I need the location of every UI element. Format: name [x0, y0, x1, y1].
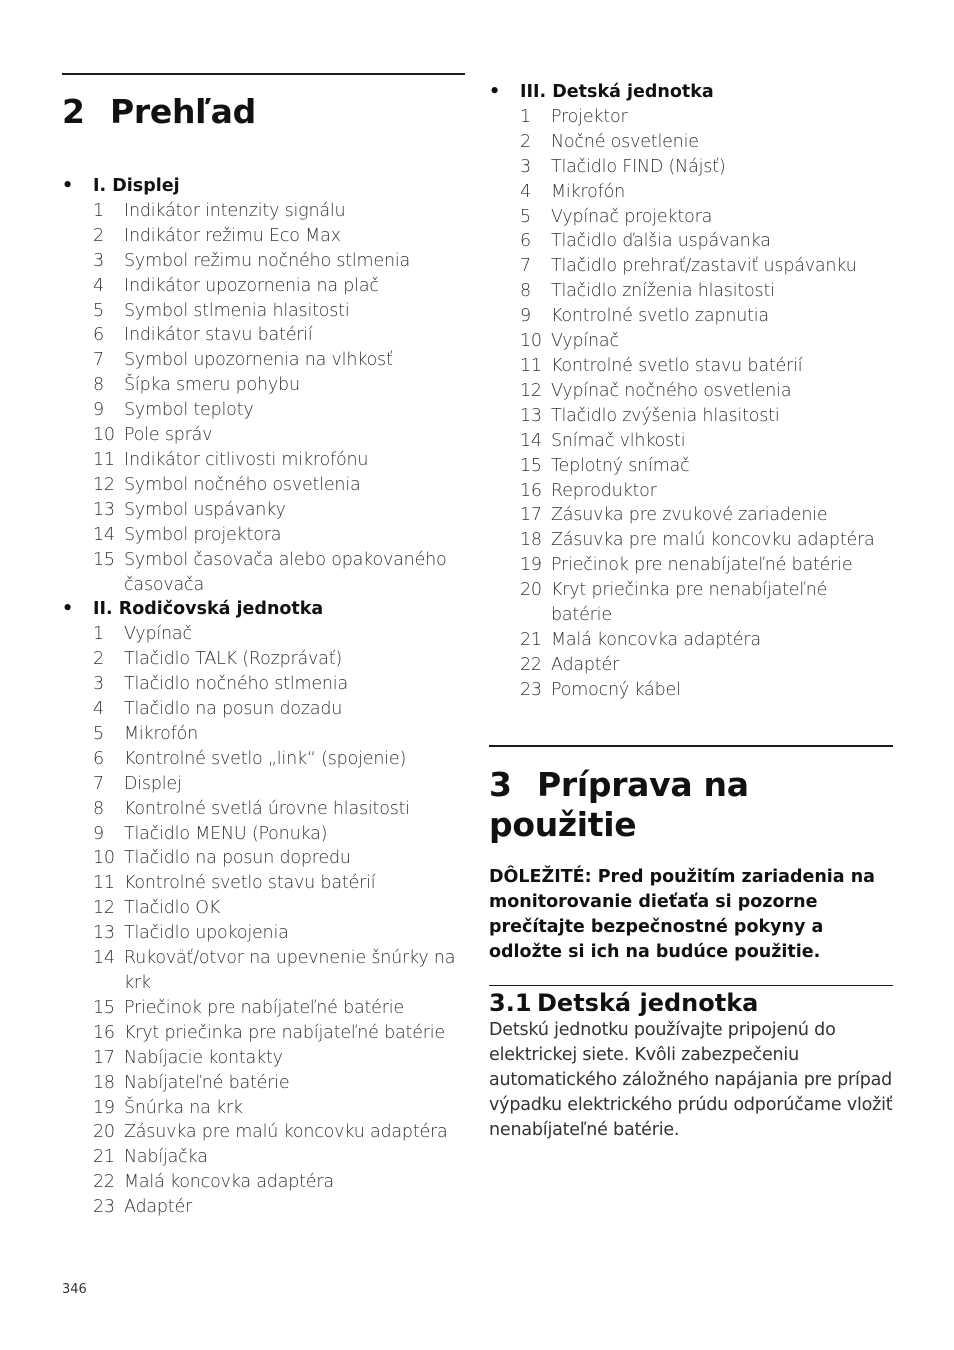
- list-item: [62, 323, 465, 348]
- item-text: Symbol teploty: [124, 400, 254, 421]
- item-text: Priečinok pre nenabíjateľné batérie: [551, 555, 853, 576]
- item-text: Kontrolné svetlo stavu batérií: [551, 355, 803, 376]
- item-number: 2: [520, 131, 531, 152]
- item-number: 17: [93, 1047, 115, 1068]
- item-text: Displej: [124, 773, 182, 794]
- item-number: 2: [93, 649, 104, 670]
- list-item: [62, 697, 465, 722]
- item-number: 19: [520, 555, 542, 576]
- list-item: [62, 1145, 465, 1170]
- list-item: [62, 797, 465, 822]
- item-text: Mikrofón: [551, 181, 625, 202]
- list-item: [62, 871, 465, 896]
- list-item: [489, 653, 893, 678]
- section-3-1-heading: [489, 988, 893, 1018]
- item-number: 18: [520, 530, 542, 551]
- item-number: 6: [520, 231, 531, 252]
- bullet-icon: •: [489, 82, 501, 102]
- item-text: Vypínač: [551, 331, 619, 352]
- list-item: [62, 747, 465, 772]
- section-displej-list: [62, 174, 465, 597]
- item-number: 11: [93, 873, 115, 894]
- item-text: Adaptér: [124, 1197, 193, 1218]
- item-text: Nabíjateľné batérie: [124, 1072, 290, 1093]
- item-number: 22: [520, 654, 542, 675]
- item-text: Tlačidlo upokojenia: [124, 923, 289, 944]
- list-item: [62, 647, 465, 672]
- left-column: [62, 73, 465, 1220]
- item-number: 6: [93, 748, 104, 769]
- item-number: 14: [93, 524, 115, 545]
- list-item: [62, 348, 465, 373]
- item-number: 23: [520, 679, 542, 700]
- item-text: Vypínač: [124, 624, 192, 645]
- item-text: Malá koncovka adaptéra: [124, 1172, 334, 1193]
- item-number: 9: [520, 306, 531, 327]
- item-number: 22: [93, 1172, 115, 1193]
- list-item: [62, 846, 465, 871]
- item-text: Tlačidlo na posun dozadu: [124, 699, 343, 720]
- item-text: Tlačidlo MENU (Ponuka): [124, 823, 328, 844]
- item-number: 16: [520, 480, 542, 501]
- item-number: 3: [93, 250, 104, 271]
- list-item: [62, 1195, 465, 1220]
- list-item: [489, 578, 893, 628]
- item-text: Kryt priečinka pre nenabíjateľné batérie: [551, 580, 828, 626]
- item-number: 12: [520, 380, 542, 401]
- list-item: [62, 473, 465, 498]
- item-number: 19: [93, 1097, 115, 1118]
- list-item: [489, 229, 893, 254]
- list-item: [62, 199, 465, 224]
- bullet-icon: •: [62, 599, 74, 620]
- list-item: [489, 180, 893, 205]
- item-number: 10: [93, 848, 115, 869]
- item-number: 17: [520, 505, 542, 526]
- item-number: 9: [93, 823, 104, 844]
- item-number: 16: [93, 1022, 115, 1043]
- item-text: Vypínač projektora: [551, 206, 713, 227]
- list-item: [62, 1170, 465, 1195]
- list-item: [62, 622, 465, 647]
- list-item: [489, 155, 893, 180]
- list-item: [489, 329, 893, 354]
- section-heading-label: III. Detská jednotka: [520, 82, 714, 102]
- chapter-2-number: 2: [62, 92, 85, 131]
- item-number: 4: [93, 275, 104, 296]
- item-text: Kontrolné svetlo „link“ (spojenie): [124, 748, 407, 769]
- item-text: Zásuvka pre malú koncovku adaptéra: [124, 1122, 448, 1143]
- item-text: Tlačidlo nočného stlmenia: [124, 674, 348, 695]
- section-heading: [62, 174, 465, 199]
- list-item: [62, 896, 465, 921]
- list-item: [62, 1120, 465, 1145]
- section-detska-list: [489, 80, 893, 703]
- item-number: 3: [520, 156, 531, 177]
- section-3-1-number: 3.1: [489, 988, 532, 1017]
- item-text: Symbol stlmenia hlasitosti: [124, 300, 350, 321]
- list-item: [489, 429, 893, 454]
- list-item: [62, 996, 465, 1021]
- list-item: [489, 354, 893, 379]
- item-number: 5: [93, 723, 104, 744]
- item-number: 4: [93, 699, 104, 720]
- item-number: 15: [520, 455, 542, 476]
- item-text: Indikátor intenzity signálu: [124, 200, 346, 221]
- list-item: [62, 1071, 465, 1096]
- item-text: Symbol uspávanky: [124, 499, 286, 520]
- list-item: [62, 722, 465, 747]
- chapter-2-rule: [62, 73, 465, 75]
- item-text: Mikrofón: [124, 723, 198, 744]
- item-number: 7: [520, 256, 531, 277]
- list-item: [62, 274, 465, 299]
- item-number: 18: [93, 1072, 115, 1093]
- item-text: Tlačidlo OK: [124, 898, 221, 919]
- page-number: 346: [62, 1282, 87, 1297]
- item-text: Kontrolné svetlo zapnutia: [551, 306, 769, 327]
- item-number: 3: [93, 674, 104, 695]
- list-item: [489, 678, 893, 703]
- list-item: [62, 523, 465, 548]
- item-text: Indikátor stavu batérií: [124, 325, 313, 346]
- item-text: Kontrolné svetlo stavu batérií: [124, 873, 376, 894]
- item-text: Nabíjacie kontakty: [124, 1047, 283, 1068]
- list-item: [489, 404, 893, 429]
- item-text: Kryt priečinka pre nabíjateľné batérie: [124, 1022, 445, 1043]
- list-item: [62, 224, 465, 249]
- list-item: [62, 672, 465, 697]
- list-item: [489, 454, 893, 479]
- list-item: [489, 479, 893, 504]
- item-text: Symbol upozornenia na vlhkosť: [124, 350, 393, 371]
- item-number: 20: [93, 1122, 115, 1143]
- item-number: 13: [93, 499, 115, 520]
- item-text: Tlačidlo zníženia hlasitosti: [551, 281, 775, 302]
- chapter-3-title: Príprava na použitie: [489, 764, 749, 844]
- section-heading: [489, 80, 893, 105]
- item-text: Snímač vlhkosti: [551, 430, 686, 451]
- item-number: 8: [520, 281, 531, 302]
- list-item: [62, 1021, 465, 1046]
- list-item: [62, 373, 465, 398]
- item-number: 6: [93, 325, 104, 346]
- chapter-2-heading: [62, 92, 465, 132]
- list-item: [62, 946, 465, 996]
- list-item: [489, 628, 893, 653]
- list-item: [62, 299, 465, 324]
- section-rodicovska-list: [62, 597, 465, 1220]
- item-text: Symbol nočného osvetlenia: [124, 474, 361, 495]
- chapter-3-rule: [489, 745, 893, 747]
- item-number: 4: [520, 181, 531, 202]
- list-item: [62, 423, 465, 448]
- item-number: 7: [93, 350, 104, 371]
- item-number: 7: [93, 773, 104, 794]
- item-text: Kontrolné svetlá úrovne hlasitosti: [124, 798, 410, 819]
- item-number: 12: [93, 474, 115, 495]
- item-number: 5: [93, 300, 104, 321]
- item-number: 10: [93, 425, 115, 446]
- list-item: [62, 498, 465, 523]
- item-number: 13: [93, 923, 115, 944]
- list-item: [489, 205, 893, 230]
- item-number: 1: [520, 106, 531, 127]
- list-item: [489, 130, 893, 155]
- list-item: [489, 254, 893, 279]
- item-text: Projektor: [551, 106, 628, 127]
- item-number: 23: [93, 1197, 115, 1218]
- item-number: 13: [520, 405, 542, 426]
- item-number: 15: [93, 997, 115, 1018]
- list-item: [489, 379, 893, 404]
- item-number: 5: [520, 206, 531, 227]
- section-3-1-body: Detskú jednotku používajte pripojenú do elektrickej siete. Kvôli zabezpečeniu automatického záložného napájania pre prípad výpadku elektrického prúdu odporúčame vložiť nenabíjateľné batérie.: [489, 1019, 893, 1140]
- item-text: Symbol režimu nočného stlmenia: [124, 250, 411, 271]
- item-text: Tlačidlo TALK (Rozprávať): [124, 649, 342, 670]
- item-text: Teplotný snímač: [551, 455, 690, 476]
- list-item: [489, 304, 893, 329]
- item-text: Indikátor režimu Eco Max: [124, 225, 341, 246]
- item-text: Indikátor upozornenia na plač: [124, 275, 379, 296]
- important-notice: DÔLEŽITÉ: Pred použitím zariadenia na monitorovanie dieťaťa si pozorne prečítajte bezpečnostné pokyny a odložte si ich na budúce použitie.: [489, 866, 875, 962]
- item-text: Symbol časovača alebo opakovaného časovača: [124, 549, 447, 595]
- chapter-3-number: 3: [489, 764, 512, 804]
- item-text: Reproduktor: [551, 480, 657, 501]
- item-text: Tlačidlo ďalšia uspávanka: [551, 231, 771, 252]
- item-text: Šípka smeru pohybu: [124, 375, 300, 396]
- item-text: Nočné osvetlenie: [551, 131, 699, 152]
- list-item: [62, 548, 465, 598]
- item-text: Adaptér: [551, 654, 620, 675]
- item-number: 8: [93, 375, 104, 396]
- item-text: Rukoväť/otvor na upevnenie šnúrky na krk: [124, 948, 456, 993]
- list-item: [62, 398, 465, 423]
- item-text: Symbol projektora: [124, 524, 282, 545]
- chapter-2-title: Prehľad: [110, 92, 256, 131]
- item-number: 12: [93, 898, 115, 919]
- section-heading: [62, 597, 465, 622]
- item-text: Šnúrka na krk: [124, 1097, 243, 1118]
- item-number: 1: [93, 200, 104, 221]
- item-number: 1: [93, 624, 104, 645]
- list-item: [489, 503, 893, 528]
- item-text: Tlačidlo prehrať/zastaviť uspávanku: [551, 256, 857, 277]
- item-text: Vypínač nočného osvetlenia: [551, 380, 792, 401]
- list-item: [62, 1096, 465, 1121]
- list-item: [62, 1046, 465, 1071]
- item-number: 14: [93, 948, 115, 969]
- chapter-3-heading: [489, 765, 893, 845]
- item-text: Indikátor citlivosti mikrofónu: [124, 449, 369, 470]
- item-number: 10: [520, 331, 542, 352]
- item-number: 21: [93, 1147, 115, 1168]
- item-text: Zásuvka pre malú koncovku adaptéra: [551, 530, 875, 551]
- item-number: 11: [93, 449, 115, 470]
- item-number: 11: [520, 355, 542, 376]
- item-number: 15: [93, 549, 115, 570]
- list-item: [62, 772, 465, 797]
- list-item: [62, 249, 465, 274]
- item-text: Pole správ: [124, 425, 213, 446]
- section-3-1-rule: [489, 985, 893, 986]
- list-item: [62, 822, 465, 847]
- item-number: 14: [520, 430, 542, 451]
- item-text: Priečinok pre nabíjateľné batérie: [124, 997, 404, 1018]
- list-item: [489, 528, 893, 553]
- item-number: 8: [93, 798, 104, 819]
- item-text: Malá koncovka adaptéra: [551, 629, 761, 650]
- item-text: Zásuvka pre zvukové zariadenie: [551, 505, 828, 526]
- bullet-icon: •: [62, 176, 74, 196]
- section-heading-label: I. Displej: [93, 176, 180, 196]
- item-text: Tlačidlo zvýšenia hlasitosti: [551, 405, 780, 426]
- list-item: [489, 105, 893, 130]
- list-item: [489, 553, 893, 578]
- list-item: [62, 921, 465, 946]
- item-number: 9: [93, 400, 104, 421]
- list-item: [62, 448, 465, 473]
- item-text: Tlačidlo FIND (Nájsť): [551, 156, 726, 177]
- section-heading-label: II. Rodičovská jednotka: [93, 599, 324, 620]
- item-number: 21: [520, 629, 542, 650]
- item-text: Tlačidlo na posun dopredu: [124, 848, 351, 869]
- section-3-1-title: Detská jednotka: [537, 988, 759, 1017]
- item-number: 20: [520, 580, 542, 601]
- item-text: Nabíjačka: [124, 1147, 208, 1168]
- list-item: [489, 279, 893, 304]
- item-text: Pomocný kábel: [551, 679, 681, 700]
- right-column: [489, 80, 893, 1143]
- item-number: 2: [93, 225, 104, 246]
